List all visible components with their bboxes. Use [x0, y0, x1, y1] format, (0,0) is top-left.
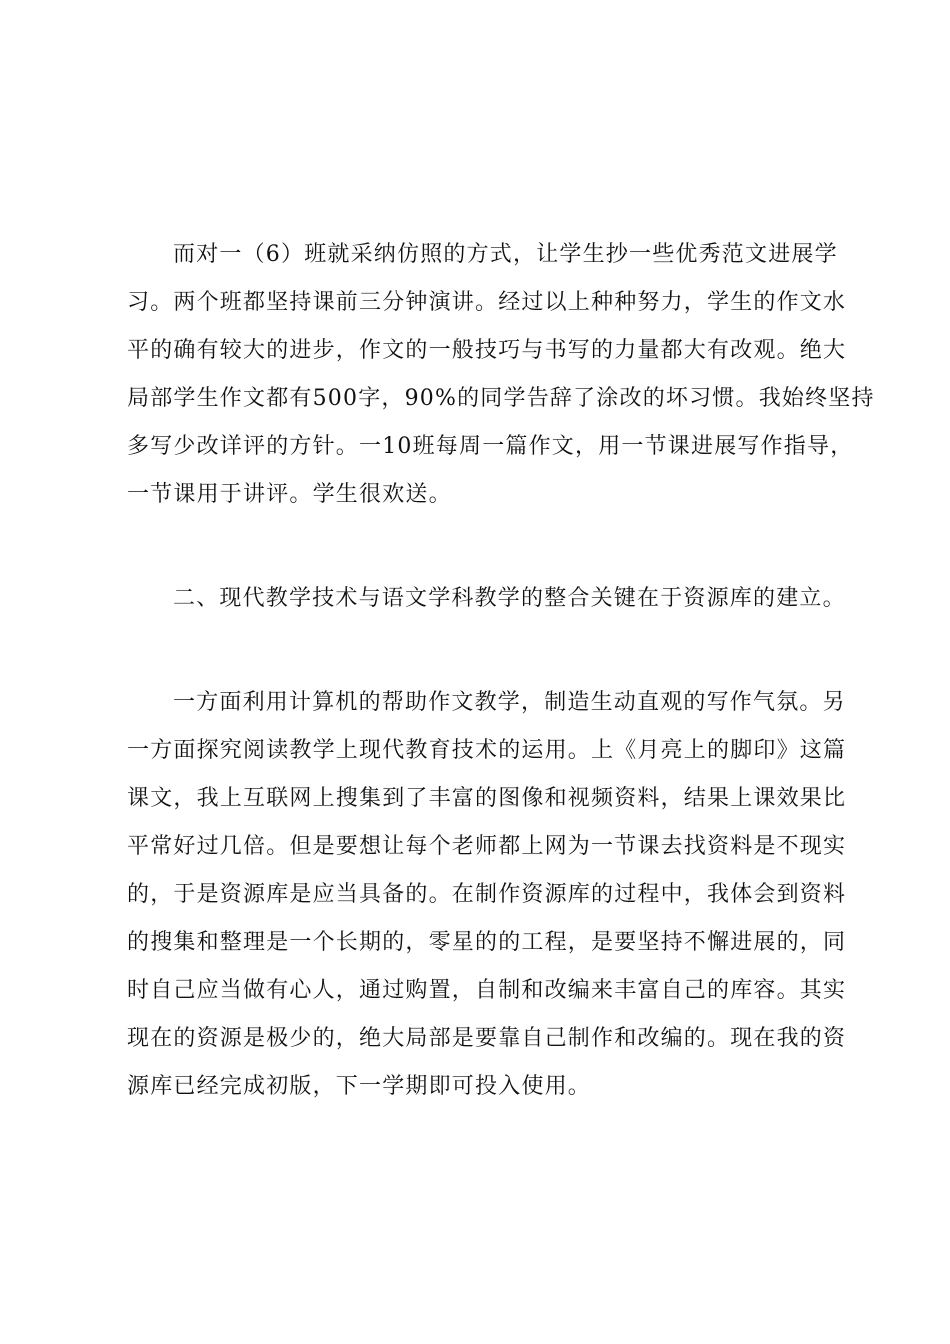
paragraph-1-line-4: 局部学生作文都有500字，90%的同学告辞了涂改的坏习惯。我始终坚持	[127, 386, 875, 411]
paragraph-3-line-4: 平常好过几倍。但是要想让每个老师都上网为一节课去找资料是不现实	[127, 834, 847, 859]
paragraph-3-line-5: 的，于是资源库是应当具备的。在制作资源库的过程中，我体会到资料	[127, 882, 847, 907]
paragraph-3-line-2: 一方面探究阅读教学上现代教育技术的运用。上《月亮上的脚印》这篇	[127, 738, 847, 763]
paragraph-3-line-7: 时自己应当做有心人，通过购置，自制和改编来丰富自己的库容。其实	[127, 978, 847, 1003]
paragraph-1-line-3: 平的确有较大的进步，作文的一般技巧与书写的力量都大有改观。绝大	[127, 338, 847, 363]
paragraph-1-line-1: 而对一（6）班就采纳仿照的方式，让学生抄一些优秀范文进展学	[173, 242, 838, 267]
paragraph-3-line-3: 课文，我上互联网上搜集到了丰富的图像和视频资料，结果上课效果比	[127, 786, 847, 811]
paragraph-1-line-5: 多写少改详评的方针。一10班每周一篇作文，用一节课进展写作指导，	[127, 434, 854, 459]
paragraph-3-line-1: 一方面利用计算机的帮助作文教学，制造生动直观的写作气氛。另	[173, 690, 846, 715]
paragraph-1-line-6: 一节课用于讲评。学生很欢送。	[127, 482, 452, 507]
paragraph-1-line-2: 习。两个班都坚持课前三分钟演讲。经过以上种种努力，学生的作文水	[127, 290, 847, 315]
paragraph-3-line-9: 源库已经完成初版，下一学期即可投入使用。	[127, 1074, 592, 1099]
section-heading-2: 二、现代教学技术与语文学科教学的整合关键在于资源库的建立。	[173, 586, 846, 611]
paragraph-3-line-6: 的搜集和整理是一个长期的，零星的的工程，是要坚持不懈进展的，同	[127, 930, 847, 955]
paragraph-3-line-8: 现在的资源是极少的，绝大局部是要靠自己制作和改编的。现在我的资	[127, 1026, 847, 1051]
